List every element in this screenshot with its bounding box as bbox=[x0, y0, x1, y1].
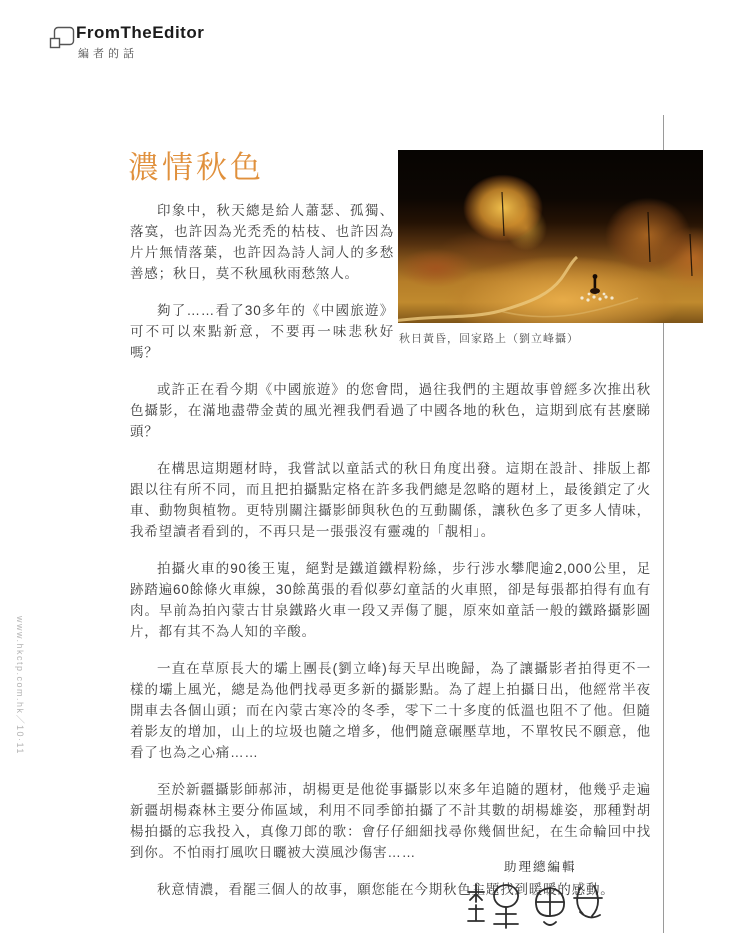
photo-caption: 秋日黃昏，回家路上（劉立峰攝） bbox=[399, 333, 579, 345]
page-corner-icon bbox=[49, 26, 75, 55]
section-subtitle: 編者的話 bbox=[78, 48, 138, 60]
paragraph: 拍攝火車的90後王嵬，絕對是鐵道鐵桿粉絲，步行涉水攀爬逾2,000公里，足跡踏遍60餘條火車線，30餘萬張的看似夢幻童話的火車照，卻是每張都拍得有血有肉。早前為拍內蒙古甘泉鐵路火車一段又弄傷了腿，原來如童話一般的鐵路攝影圖片，都有其不為人知的辛酸。 bbox=[130, 561, 651, 639]
herder-figure bbox=[590, 274, 600, 294]
autumn-dusk-landscape-photo bbox=[398, 150, 703, 323]
paragraph: 夠了……看了30多年的《中國旅遊》可不可以來點新意，不要再一味悲秋好嗎？ bbox=[130, 303, 394, 360]
handwritten-signature bbox=[460, 876, 610, 938]
website-page-number-vertical-text: www.hkctp.com.hk＼10·11 bbox=[15, 616, 25, 755]
paragraph: 至於新疆攝影師郝沛，胡楊更是他從事攝影以來多年追隨的題材，他幾乎走遍新疆胡楊森林主要分佈區域，利用不同季節拍攝了不計其數的胡楊雄姿，那種對胡楊拍攝的忘我投入，真像刀郎的歌：會仔仔細細找尋你幾個世紀，在生命輪回中找到你。不怕雨打風吹日曬被大漠風沙傷害…… bbox=[130, 782, 651, 860]
section-title: FromTheEditor bbox=[76, 23, 205, 42]
paragraph: 印象中，秋天總是給人蕭瑟、孤獨、落寞，也許因為光禿禿的枯枝、也許因為片片無情落葉，也許因為詩人詞人的多愁善感；秋日，莫不秋風秋雨愁煞人。 bbox=[130, 203, 394, 281]
wide-text-column bbox=[130, 379, 651, 916]
editor-role-label: 助理總編輯 bbox=[504, 860, 577, 874]
tree-trunks bbox=[502, 192, 692, 276]
closing-paragraph: 秋意情濃，看罷三個人的故事，願您能在今期秋色主題找到暖暖的感動。 bbox=[157, 882, 615, 897]
paragraph: 或許正在看今期《中國旅遊》的您會問，過往我們的主題故事曾經多次推出秋色攝影，在滿地盡帶金黃的風光裡我們看過了中國各地的秋色，這期到底有甚麼睇頭？ bbox=[130, 382, 651, 439]
paragraph: 在構思這期題材時，我嘗試以童話式的秋日角度出發。這期在設計、排版上都跟以往有所不同，而且把拍攝點定格在許多我們總是忽略的題材上，最後鎖定了火車、動物與植物。更特別關注攝影師與秋色的互動關係，讓秋色多了更多人情味，我希望讀者看到的，不再只是一張張沒有靈魂的「靚相」。 bbox=[130, 461, 651, 539]
narrow-text-column bbox=[130, 200, 394, 379]
article-title: 濃情秋色 bbox=[128, 150, 264, 185]
paragraph: 一直在草原長大的壩上團長(劉立峰)每天早出晚歸，為了讓攝影者拍得更不一樣的壩上風光，總是為他們找尋更多新的攝影點。為了趕上拍攝日出，他經常半夜開車去各個山頭；而在內蒙古寒冷的冬季，零下二十多度的低溫也阻不了他。但隨着影友的增加，山上的垃圾也隨之增多，他們隨意碾壓草地，不單牧民不願意，他看了也為之心痛…… bbox=[130, 661, 651, 760]
